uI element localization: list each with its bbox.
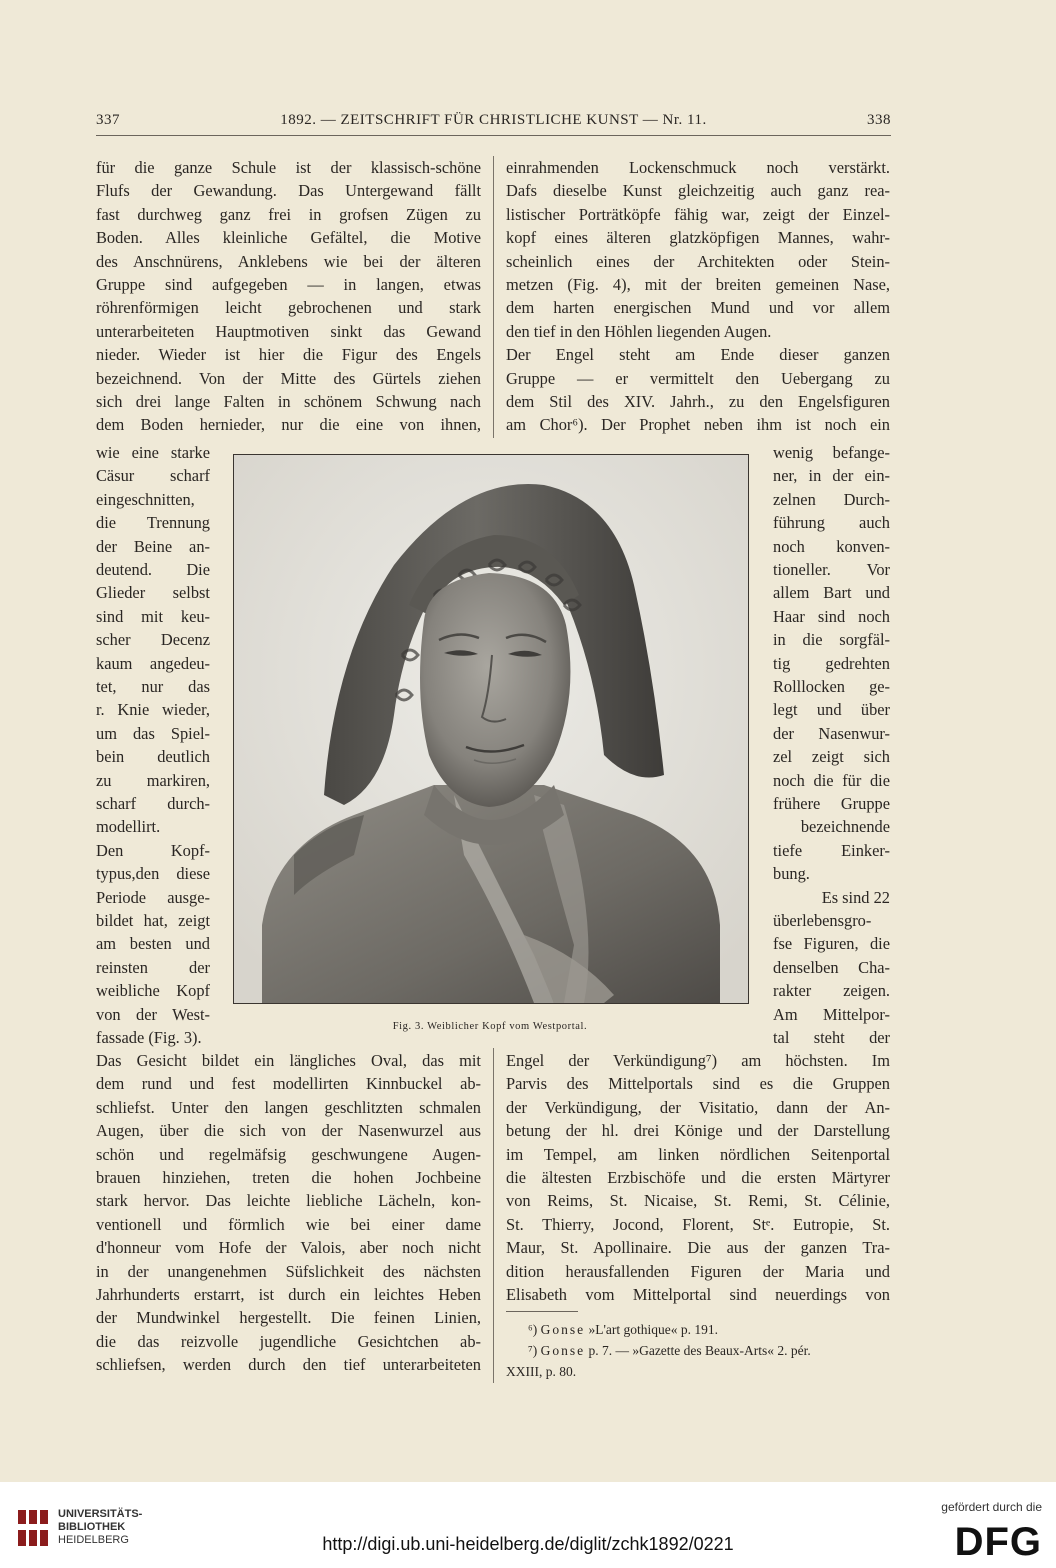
col2-top-line: den tief in den Höhlen liegenden Augen. bbox=[506, 321, 772, 341]
col1-bottom-line: in der unangenehmen Süfslichkeit des nächsten bbox=[96, 1261, 481, 1281]
figure-3-photo bbox=[233, 454, 749, 1004]
col1-top-line: sich drei lange Falten in schönem Schwung nach bbox=[96, 392, 481, 411]
col1-bottom-line: ventionell und förmlich wie bei einer dame bbox=[96, 1214, 481, 1234]
col1-top-line: Boden. Alles kleinliche Gefältel, die Motive bbox=[96, 228, 481, 248]
col1-top-line: dem Boden hernieder, nur die eine von ihnen, bbox=[96, 415, 481, 435]
figure-caption: Fig. 3. Weiblicher Kopf vom Westportal. bbox=[392, 1021, 588, 1032]
col2-bottom-line: Elisabeth vom Mittelportal sind neuerdings von bbox=[506, 1285, 890, 1304]
col1-top-line: Gruppe sind aufgegeben — in langen, etwas bbox=[96, 275, 481, 294]
library-name-line3: HEIDELBERG bbox=[58, 1534, 129, 1546]
col1-narrow-line: um das Spiel- bbox=[96, 723, 210, 743]
permalink-url[interactable]: http://digi.ub.uni-heidelberg.de/diglit/zchk1892/0221 bbox=[322, 1534, 734, 1554]
col2-bottom-line: betung der hl. drei Könige und der Darstellung bbox=[506, 1121, 890, 1141]
footnote-7 bbox=[506, 1340, 912, 1361]
dfg-logo: DFG bbox=[954, 1520, 1042, 1564]
col2-narrow-line: bung. bbox=[773, 864, 810, 884]
sculpture-head-image bbox=[234, 455, 748, 1003]
col1-top-line: bezeichnend. Von der Mitte des Gürtels ziehen bbox=[96, 368, 481, 388]
col2-narrow-line: frühere Gruppe bbox=[773, 794, 890, 813]
running-header bbox=[96, 112, 891, 136]
page-number-left: 337 bbox=[96, 112, 120, 128]
col2-narrow-line: tiefe Einker- bbox=[773, 840, 890, 860]
col2-narrow-line: Es sind 22 bbox=[821, 887, 890, 907]
col2-bottom-line: der Verkündigung, der Visitatio, dann der An- bbox=[506, 1097, 890, 1117]
footnote-6 bbox=[506, 1319, 912, 1340]
col1-narrow-line: fassade (Fig. 3). bbox=[96, 1028, 202, 1047]
col2-bottom-line: dition herausfallenden Figuren der Maria und bbox=[506, 1261, 890, 1281]
col2-narrow-line: zel zeigt sich bbox=[773, 747, 890, 767]
col1-bottom-line: schliefsen, werden durch den tief unterarbeiteten bbox=[96, 1355, 481, 1375]
col2-narrow-line: noch konven- bbox=[773, 536, 890, 556]
col2-top-line: metzen (Fig. 4), mit der breiten gemeinen Nase, bbox=[506, 275, 890, 294]
col1-narrow-line: reinsten der bbox=[96, 957, 210, 977]
col2-narrow-line: tig gedrehten bbox=[773, 653, 890, 673]
col2-narrow-line: in die sorgfäl- bbox=[773, 630, 890, 650]
footnote-6-text: »L'art gothique« p. 191. bbox=[588, 1322, 718, 1337]
col2-bottom-line: Parvis des Mittelportals sind es die Gruppen bbox=[506, 1074, 890, 1094]
journal-title: 1892. — ZEITSCHRIFT FÜR CHRISTLICHE KUNST — Nr. 11. bbox=[280, 112, 707, 128]
col2-narrow-line: überlebensgro- bbox=[773, 911, 872, 930]
col1-narrow-line: bein deutlich bbox=[96, 747, 210, 767]
col1-narrow-line: weibliche Kopf bbox=[96, 981, 210, 1001]
page-number-right: 338 bbox=[867, 112, 891, 128]
col2-top-line: einrahmenden Lockenschmuck noch verstärkt. bbox=[506, 158, 890, 177]
col2-narrow-line: Haar sind noch bbox=[773, 606, 890, 626]
col1-narrow-line: r. Knie wieder, bbox=[96, 700, 210, 720]
col1-top-line: des Anschnürens, Anklebens wie bei der älteren bbox=[96, 251, 481, 271]
col1-narrow-line: kaum angedeu- bbox=[96, 653, 210, 673]
col1-top-line: röhrenförmigen leicht gebrochenen und stark bbox=[96, 298, 481, 318]
col1-bottom-line: schön und regelmäfsig geschwungene Augen- bbox=[96, 1144, 481, 1164]
col1-bottom-line: Das Gesicht bildet ein längliches Oval, das mit bbox=[96, 1051, 481, 1070]
column-divider-bottom bbox=[493, 1048, 494, 1383]
col2-bottom-line: St. Thierry, Jocond, Florent, Stᵉ. Eutropie, St. bbox=[506, 1214, 890, 1234]
col1-bottom-line: Jahrhunderts erstarrt, ist durch ein leichtes Heben bbox=[96, 1285, 481, 1304]
col1-bottom-line: d'honneur vom Hofe der Valois, aber noch nicht bbox=[96, 1238, 481, 1258]
library-name-line2: BIBLIOTHEK bbox=[58, 1521, 126, 1533]
digitization-footer bbox=[0, 1482, 1056, 1568]
col2-bottom-line: von Reims, St. Nicaise, St. Remi, St. Célinie, bbox=[506, 1191, 890, 1211]
col1-bottom-line: die das reizvolle jugendliche Gesichtchen ab- bbox=[96, 1331, 481, 1351]
col2-bottom-line: die ältesten Erzbischöfe und die ersten Märtyrer bbox=[506, 1168, 890, 1187]
col2-narrow-line: tal steht der bbox=[773, 1028, 890, 1047]
col1-narrow-line: Glieder selbst bbox=[96, 583, 210, 603]
col2-narrow-line: fse Figuren, die bbox=[773, 934, 890, 954]
header-rule bbox=[96, 135, 891, 136]
col1-narrow-line: bildet hat, zeigt bbox=[96, 911, 210, 930]
footnote-7-continuation: XXIII, p. 80. bbox=[506, 1364, 577, 1379]
col2-narrow-line: führung auch bbox=[773, 513, 890, 533]
col2-narrow-line: ner, in der ein- bbox=[773, 466, 890, 486]
col2-top-line: Dafs dieselbe Kunst gleichzeitig auch ganz rea- bbox=[506, 181, 890, 201]
col1-narrow-line: deutend. Die bbox=[96, 560, 210, 579]
col2-narrow-line: der Nasenwur- bbox=[773, 723, 890, 743]
col2-top-line: am Chor⁶). Der Prophet neben ihm ist noch ein bbox=[506, 415, 890, 435]
col1-bottom-line: brauen hinziehen, treten die hohen Jochbeine bbox=[96, 1168, 481, 1187]
col1-narrow-line: sind mit keu- bbox=[96, 606, 210, 626]
library-name-line1: UNIVERSITÄTS- bbox=[58, 1508, 143, 1520]
col1-narrow-line: die Trennung bbox=[96, 513, 210, 533]
col2-narrow-line: legt und über bbox=[773, 700, 890, 720]
col1-bottom-line: dem rund und fest modellirten Kinnbuckel ab- bbox=[96, 1074, 481, 1094]
col1-narrow-line: typus,den diese bbox=[96, 864, 210, 884]
col2-top-line: listischer Porträtköpfe fähig war, zeigt der Einzel- bbox=[506, 204, 890, 224]
col2-bottom-line: im Tempel, am linken nördlichen Seitenportal bbox=[506, 1144, 890, 1164]
col2-narrow-line: denselben Cha- bbox=[773, 957, 890, 977]
col1-narrow-line: scher Decenz bbox=[96, 630, 210, 650]
col2-top-line: Gruppe — er vermittelt den Uebergang zu bbox=[506, 368, 890, 388]
col2-narrow-line: noch die für die bbox=[773, 770, 890, 790]
col2-top-line: scheinlich eines der Architekten oder Stein- bbox=[506, 251, 890, 271]
footnote-7-mark: ⁷) bbox=[528, 1343, 538, 1358]
col2-narrow-line: tioneller. Vor bbox=[773, 560, 890, 579]
footnote-6-author: Gonse bbox=[540, 1322, 586, 1337]
col1-narrow-line: Den Kopf- bbox=[96, 840, 210, 860]
col1-top-line: Flufs der Gewandung. Das Untergewand fällt bbox=[96, 181, 481, 201]
col2-narrow-line: rakter zeigen. bbox=[773, 981, 890, 1001]
col1-narrow-line: eingeschnitten, bbox=[96, 489, 195, 509]
col2-bottom-line: Engel der Verkündigung⁷) am höchsten. Im bbox=[506, 1051, 890, 1070]
col2-narrow-line: bezeichnende bbox=[800, 817, 890, 837]
col1-narrow-line: tet, nur das bbox=[96, 677, 210, 696]
col1-bottom-line: Augen, über die sich von der Nasenwurzel aus bbox=[96, 1121, 481, 1141]
col1-narrow-line: der Beine an- bbox=[96, 536, 210, 556]
col1-narrow-line: Periode ausge- bbox=[96, 887, 210, 907]
col1-top-line: für die ganze Schule ist der klassisch-schöne bbox=[96, 158, 481, 177]
footnote-7-author: Gonse bbox=[540, 1343, 586, 1358]
col2-top-line: kopf eines älteren glatzköpfigen Mannes, wahr- bbox=[506, 228, 890, 248]
col1-bottom-line: stark hervor. Das leichte liebliche Lächeln, kon- bbox=[96, 1191, 481, 1211]
funded-by-label: gefördert durch die bbox=[941, 1500, 1042, 1514]
col2-top-line: dem Stil des XIV. Jahrh., zu den Engelsfiguren bbox=[506, 392, 890, 411]
footnote-7-text: p. 7. — »Gazette des Beaux-Arts« 2. pér. bbox=[588, 1343, 811, 1358]
col1-narrow-line: zu markiren, bbox=[96, 770, 210, 790]
col2-narrow-line: Am Mittelpor- bbox=[773, 1004, 890, 1024]
col2-top-line: dem harten energischen Mund und vor allem bbox=[506, 298, 890, 318]
column-divider-top bbox=[493, 156, 494, 438]
col1-narrow-line: von der West- bbox=[96, 1004, 210, 1024]
col1-top-line: unterarbeiteten Hauptmotiven sinkt das Gewand bbox=[96, 321, 481, 341]
col1-narrow-line: scharf durch- bbox=[96, 794, 210, 813]
footnote-6-mark: ⁶) bbox=[528, 1322, 538, 1337]
col2-narrow-line: zelnen Durch- bbox=[773, 489, 890, 509]
col1-narrow-line: am besten und bbox=[96, 934, 210, 954]
col2-narrow-line: Rolllocken ge- bbox=[773, 677, 890, 696]
col2-narrow-line: allem Bart und bbox=[773, 583, 890, 603]
col1-top-line: fast durchweg ganz frei in grofsen Zügen zu bbox=[96, 204, 481, 224]
col1-narrow-line: wie eine starke bbox=[96, 443, 210, 462]
col1-bottom-line: schliefst. Unter den langen geschlitzten schmalen bbox=[96, 1097, 481, 1117]
col1-narrow-line: modellirt. bbox=[96, 817, 161, 837]
col1-bottom-line: der Mundwinkel hergestellt. Die feinen Linien, bbox=[96, 1308, 481, 1328]
col1-narrow-line: Cäsur scharf bbox=[96, 466, 210, 486]
col2-narrow-line: wenig befange- bbox=[773, 443, 890, 462]
col2-bottom-line: Maur, St. Apollinaire. Die aus der ganzen Tra- bbox=[506, 1238, 890, 1258]
col2-top-line: Der Engel steht am Ende dieser ganzen bbox=[506, 345, 890, 365]
footnote-rule bbox=[506, 1311, 578, 1312]
col1-top-line: nieder. Wieder ist hier die Figur des Engels bbox=[96, 345, 481, 365]
